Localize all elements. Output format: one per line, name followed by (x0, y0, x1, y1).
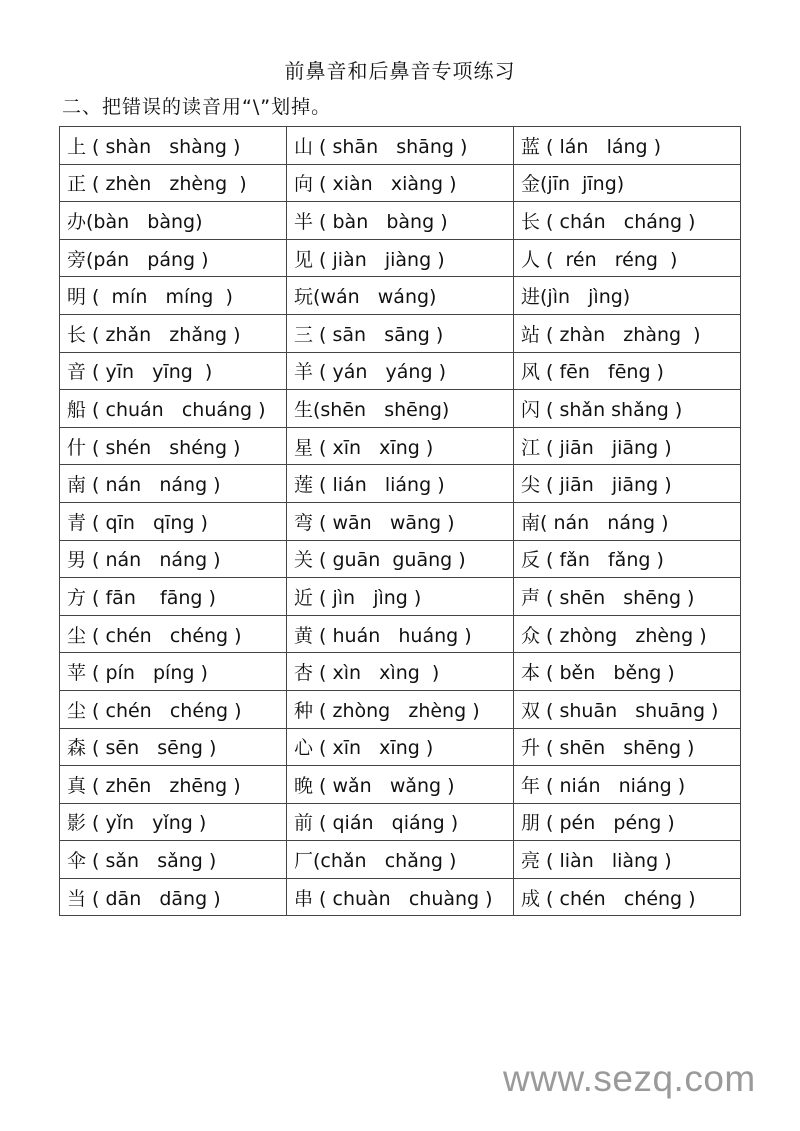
pinyin-choice-cell[interactable]: 当 ( dān dāng ) (60, 878, 287, 916)
exercise-instruction: 二、把错误的读音用“\”划掉。 (62, 96, 332, 118)
pinyin-choice-cell[interactable]: 朋 ( pén péng ) (514, 803, 741, 841)
pinyin-choice-cell[interactable]: 心 ( xīn xīng ) (287, 728, 514, 766)
pinyin-choice-cell[interactable]: 星 ( xīn xīng ) (287, 427, 514, 465)
pinyin-choice-cell[interactable]: 种 ( zhòng zhèng ) (287, 690, 514, 728)
pinyin-choice-cell[interactable]: 人 ( rén réng ) (514, 239, 741, 277)
pinyin-choice-cell[interactable]: 声 ( shēn shēng ) (514, 578, 741, 616)
pinyin-choice-cell[interactable]: 真 ( zhēn zhēng ) (60, 766, 287, 804)
table-row (60, 540, 741, 578)
pinyin-choice-cell[interactable]: 成 ( chén chéng ) (514, 878, 741, 916)
pinyin-choice-cell[interactable]: 影 ( yǐn yǐng ) (60, 803, 287, 841)
pinyin-choice-cell[interactable]: 串 ( chuàn chuàng ) (287, 878, 514, 916)
table-row (60, 728, 741, 766)
table-row (60, 803, 741, 841)
table-row (60, 277, 741, 315)
pinyin-choice-cell[interactable]: 弯 ( wān wāng ) (287, 502, 514, 540)
pinyin-choice-cell[interactable]: 见 ( jiàn jiàng ) (287, 239, 514, 277)
pinyin-choice-cell[interactable]: 上 ( shàn shàng ) (60, 127, 287, 165)
pinyin-choice-cell[interactable]: 什 ( shén shéng ) (60, 427, 287, 465)
pinyin-choice-cell[interactable]: 青 ( qīn qīng ) (60, 502, 287, 540)
pinyin-choice-cell[interactable]: 金(jīn jīng) (514, 164, 741, 202)
pinyin-choice-cell[interactable]: 船 ( chuán chuáng ) (60, 390, 287, 428)
pinyin-choice-cell[interactable]: 升 ( shēn shēng ) (514, 728, 741, 766)
pinyin-choice-cell[interactable]: 森 ( sēn sēng ) (60, 728, 287, 766)
table-row (60, 690, 741, 728)
pinyin-choice-cell[interactable]: 玩(wán wáng) (287, 277, 514, 315)
pinyin-choice-cell[interactable]: 山 ( shān shāng ) (287, 127, 514, 165)
pinyin-choice-cell[interactable]: 双 ( shuān shuāng ) (514, 690, 741, 728)
pinyin-choice-cell[interactable]: 明 ( mín míng ) (60, 277, 287, 315)
pinyin-choice-cell[interactable]: 蓝 ( lán láng ) (514, 127, 741, 165)
pinyin-choice-cell[interactable]: 尘 ( chén chéng ) (60, 690, 287, 728)
pinyin-choice-cell[interactable]: 本 ( běn běng ) (514, 653, 741, 691)
table-row (60, 578, 741, 616)
table-row (60, 653, 741, 691)
site-watermark: www.sezq.com (503, 1058, 756, 1099)
table-row (60, 314, 741, 352)
pinyin-choice-cell[interactable]: 亮 ( liàn liàng ) (514, 841, 741, 879)
pinyin-choice-cell[interactable]: 南( nán náng ) (514, 502, 741, 540)
table-row (60, 202, 741, 240)
pinyin-choice-cell[interactable]: 伞 ( sǎn sǎng ) (60, 841, 287, 879)
pinyin-choice-cell[interactable]: 黄 ( huán huáng ) (287, 615, 514, 653)
pinyin-choice-cell[interactable]: 近 ( jìn jìng ) (287, 578, 514, 616)
pinyin-choice-cell[interactable]: 长 ( chán cháng ) (514, 202, 741, 240)
pinyin-choice-cell[interactable]: 长 ( zhǎn zhǎng ) (60, 314, 287, 352)
table-row (60, 465, 741, 503)
pinyin-choice-cell[interactable]: 尖 ( jiān jiāng ) (514, 465, 741, 503)
pinyin-choice-cell[interactable]: 尘 ( chén chéng ) (60, 615, 287, 653)
table-row (60, 878, 741, 916)
table-row (60, 164, 741, 202)
pinyin-choice-cell[interactable]: 生(shēn shēng) (287, 390, 514, 428)
pinyin-choice-cell[interactable]: 众 ( zhòng zhèng ) (514, 615, 741, 653)
pinyin-choice-cell[interactable]: 杏 ( xìn xìng ) (287, 653, 514, 691)
table-row (60, 615, 741, 653)
pinyin-choice-cell[interactable]: 办(bàn bàng) (60, 202, 287, 240)
exercise-table-body (60, 127, 741, 916)
pinyin-choice-cell[interactable]: 进(jìn jìng) (514, 277, 741, 315)
pinyin-choice-cell[interactable]: 苹 ( pín píng ) (60, 653, 287, 691)
page-title: 前鼻音和后鼻音专项练习 (284, 59, 516, 83)
pinyin-exercise-table (59, 126, 741, 916)
table-row (60, 127, 741, 165)
pinyin-choice-cell[interactable]: 半 ( bàn bàng ) (287, 202, 514, 240)
table-row (60, 390, 741, 428)
pinyin-choice-cell[interactable]: 三 ( sān sāng ) (287, 314, 514, 352)
pinyin-choice-cell[interactable]: 反 ( fǎn fǎng ) (514, 540, 741, 578)
table-row (60, 427, 741, 465)
pinyin-choice-cell[interactable]: 音 ( yīn yīng ) (60, 352, 287, 390)
table-row (60, 502, 741, 540)
pinyin-choice-cell[interactable]: 厂(chǎn chǎng ) (287, 841, 514, 879)
pinyin-choice-cell[interactable]: 莲 ( lián liáng ) (287, 465, 514, 503)
table-row (60, 352, 741, 390)
pinyin-choice-cell[interactable]: 风 ( fēn fēng ) (514, 352, 741, 390)
pinyin-choice-cell[interactable]: 旁(pán páng ) (60, 239, 287, 277)
pinyin-choice-cell[interactable]: 闪 ( shǎn shǎng ) (514, 390, 741, 428)
pinyin-choice-cell[interactable]: 年 ( nián niáng ) (514, 766, 741, 804)
pinyin-choice-cell[interactable]: 关 ( guān guāng ) (287, 540, 514, 578)
table-row (60, 239, 741, 277)
pinyin-choice-cell[interactable]: 男 ( nán náng ) (60, 540, 287, 578)
table-row (60, 841, 741, 879)
pinyin-choice-cell[interactable]: 站 ( zhàn zhàng ) (514, 314, 741, 352)
pinyin-choice-cell[interactable]: 南 ( nán náng ) (60, 465, 287, 503)
pinyin-choice-cell[interactable]: 方 ( fān fāng ) (60, 578, 287, 616)
pinyin-choice-cell[interactable]: 正 ( zhèn zhèng ) (60, 164, 287, 202)
table-row (60, 766, 741, 804)
pinyin-choice-cell[interactable]: 向 ( xiàn xiàng ) (287, 164, 514, 202)
pinyin-choice-cell[interactable]: 羊 ( yán yáng ) (287, 352, 514, 390)
pinyin-choice-cell[interactable]: 晚 ( wǎn wǎng ) (287, 766, 514, 804)
pinyin-choice-cell[interactable]: 前 ( qián qiáng ) (287, 803, 514, 841)
pinyin-choice-cell[interactable]: 江 ( jiān jiāng ) (514, 427, 741, 465)
